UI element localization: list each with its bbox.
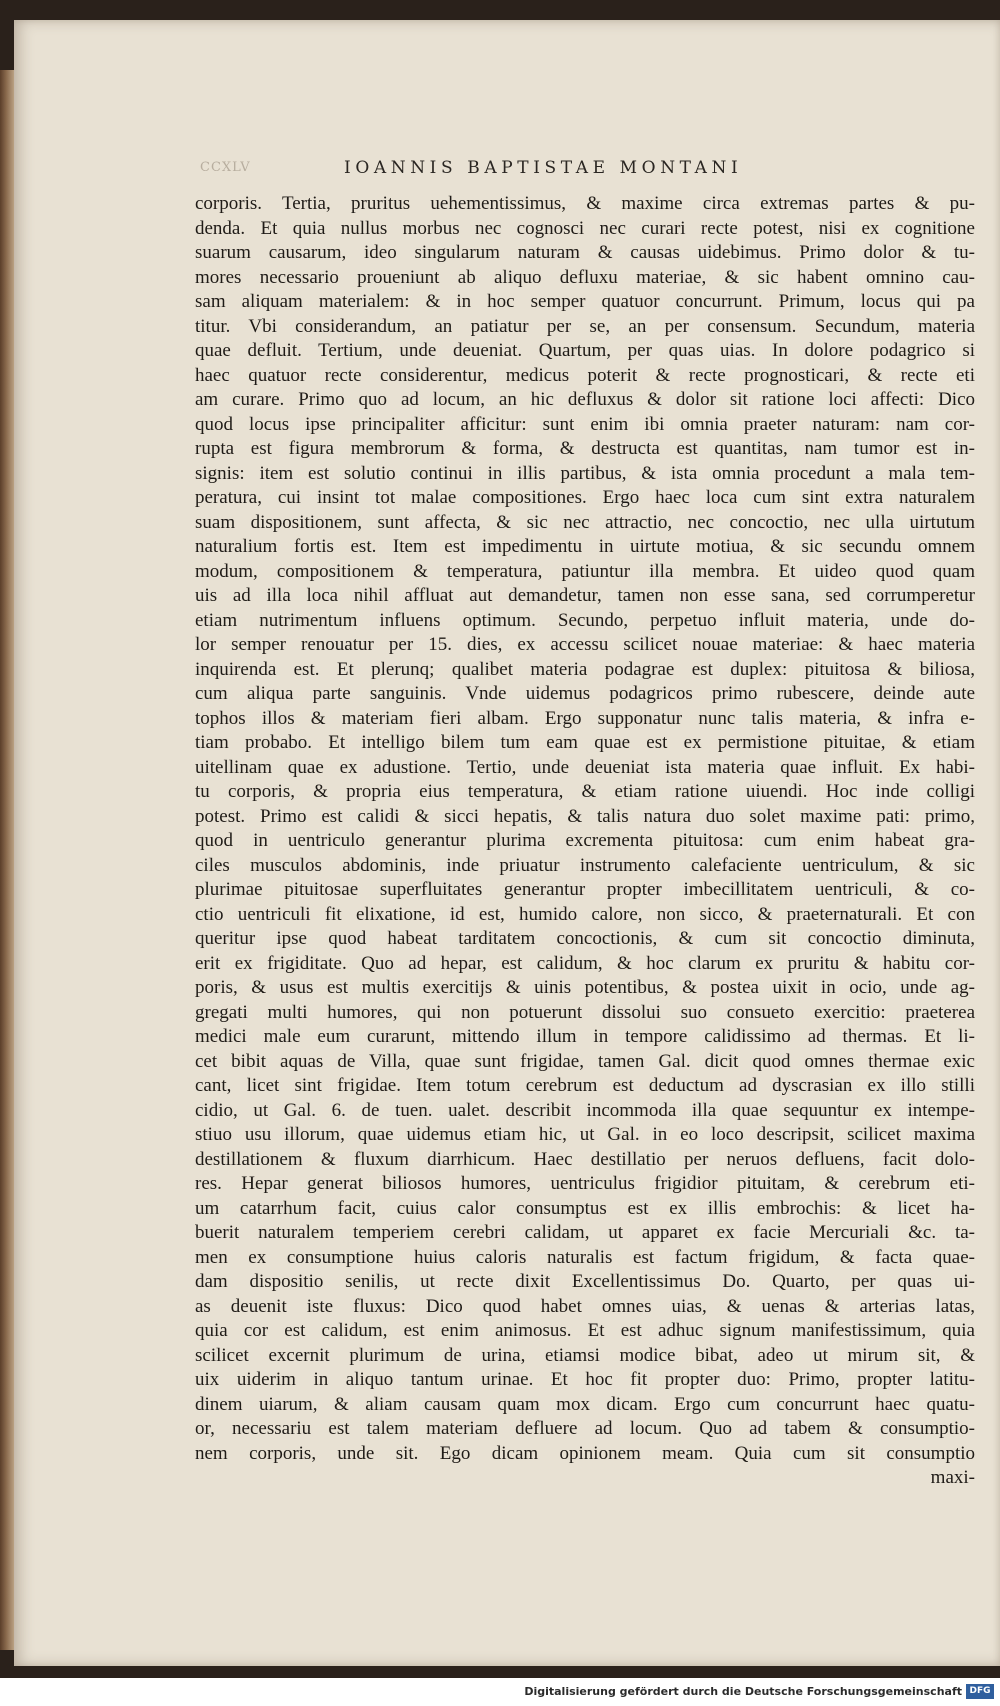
text-line: lor semper renouatur per 15. dies, ex accessu scilicet nouae materiae: & haec materia bbox=[195, 634, 975, 655]
text-line: nem corporis, unde sit. Ego dicam opinionem meam. Quia cum sit consumptio bbox=[195, 1442, 975, 1464]
text-line: peratura, cui insint tot malae compositiones. Ergo haec loca cum sint extra naturalem bbox=[195, 487, 975, 508]
running-head bbox=[14, 158, 1000, 184]
text-line: quia cor est calidum, est enim animosus. Et est adhuc signum manifestissimum, quia bbox=[195, 1320, 975, 1341]
text-line: inquirenda est. Et plerunq; qualibet materia podagrae est duplex: pituitosa & biliosa, bbox=[195, 658, 975, 680]
text-line: tophos illos & materiam fieri albam. Ergo supponatur nunc talis materia, & infra e- bbox=[195, 707, 975, 729]
text-line: quod in uentriculo generantur plurima excrementa pituitosa: cum enim habeat gra- bbox=[195, 830, 975, 851]
text-line: um catarrhum facit, cuius calor consumptus est ex illis embrochis: & licet ha- bbox=[195, 1197, 975, 1219]
text-line: mores necessario proueniunt ab aliquo defluxu materiae, & sic habent omnino cau- bbox=[195, 266, 975, 288]
body-text bbox=[195, 192, 975, 1491]
text-line: quod locus ipse principaliter afficitur: sunt enim ibi omnia praeter naturam: nam cor- bbox=[195, 413, 975, 435]
text-line: uitellinam quae ex adustione. Tertio, unde deueniat ista materia quae influit. Ex habi- bbox=[195, 756, 975, 778]
text-line: erit ex frigiditate. Quo ad hepar, est calidum, & hoc clarum ex pruritu & habitu cor- bbox=[195, 952, 975, 974]
text-line: stiuo usu illorum, quae uidemus etiam hic, ut Gal. in eo loco descripsit, scilicet maxima bbox=[195, 1124, 975, 1145]
text-line: cidio, ut Gal. 6. de tuen. ualet. describit incommoda illa quae sequuntur ex intempe- bbox=[195, 1099, 975, 1121]
text-line: uis ad illa loca nihil affluat aut demandetur, tamen non esse sana, sed corrumperetur bbox=[195, 585, 975, 606]
text-line: am curare. Primo quo ad locum, an hic defluxus & dolor sit ratione loci affecti: Dico bbox=[195, 389, 975, 410]
text-line: scilicet excernit plurimum de urina, etiamsi modice bibat, adeo ut mirum sit, & bbox=[195, 1344, 975, 1366]
text-line: signis: item est solutio continui in illis partibus, & ista omnia procedunt a mala tem- bbox=[195, 462, 975, 484]
text-line: men ex consumptione huius caloris naturalis est factum frigidum, & facta quae- bbox=[195, 1246, 975, 1268]
text-line: maxi- bbox=[930, 1467, 975, 1488]
text-line: ctio uentriculi fit elixatione, id est, humido calore, non sicco, & praeternaturali. Et con bbox=[195, 903, 975, 925]
text-line: rupta est figura membrorum & forma, & destructa est quantitas, nam tumor est in- bbox=[195, 438, 975, 459]
text-line: poris, & usus est multis exercitijs & uinis potentibus, & postea uixit in ocio, unde ag- bbox=[195, 977, 975, 998]
text-line: corporis. Tertia, pruritus uehementissimus, & maxime circa extremas partes & pu- bbox=[195, 193, 975, 214]
text-line: naturalium fortis est. Item est impedimentu in uirtute motiua, & sic secundu omnem bbox=[195, 536, 975, 557]
running-head-title: IOANNIS BAPTISTAE MONTANI bbox=[344, 158, 743, 178]
footer-bar bbox=[0, 1678, 1000, 1706]
text-line: quae defluit. Tertium, unde deueniat. Quartum, per quas uias. In dolore podagrico si bbox=[195, 340, 975, 361]
text-line: dam dispositio senilis, ut recte dixit Excellentissimus Do. Quarto, per quas ui- bbox=[195, 1271, 975, 1292]
footer-credit: Digitalisierung gefördert durch die Deutsche Forschungsgemeinschaft bbox=[524, 1685, 962, 1698]
text-line: titur. Vbi considerandum, an patiatur per se, an per consensum. Secundum, materia bbox=[195, 315, 975, 337]
text-line: etiam nutrimentum influens optimum. Secundo, perpetuo influit materia, unde do- bbox=[195, 609, 975, 631]
text-line: cum aliqua parte sanguinis. Vnde uidemus podagricos primo rubescere, deinde aute bbox=[195, 683, 975, 704]
book-page bbox=[14, 20, 1000, 1666]
text-line: uix uiderim in aliquo tantum urinae. Et hoc fit propter duo: Primo, propter latitu- bbox=[195, 1369, 975, 1390]
text-line: modum, compositionem & temperatura, patiuntur illa membra. Et uideo quod quam bbox=[195, 560, 975, 582]
dfg-logo: DFG bbox=[966, 1684, 994, 1699]
text-line: medici male eum curarunt, mittendo illum in tempore calidissimo ad thermas. Et li- bbox=[195, 1026, 975, 1047]
text-line: plurimae pituitosae superfluitates generantur propter imbecillitatem uentriculi, & co- bbox=[195, 879, 975, 900]
text-line: dinem uiarum, & aliam causam quam mox dicam. Ergo cum concurrunt haec quatu- bbox=[195, 1393, 975, 1415]
book-edge bbox=[0, 70, 14, 1650]
text-line: suam dispositionem, sunt affecta, & sic nec attractio, nec concoctio, nec ulla uirtutum bbox=[195, 511, 975, 533]
text-line: res. Hepar generat biliosos humores, uentriculus frigidior pituitam, & cerebrum eti- bbox=[195, 1173, 975, 1194]
text-line: as deuenit iste fluxus: Dico quod habet omnes uias, & uenas & arterias latas, bbox=[195, 1295, 975, 1317]
text-line: or, necessariu est talem materiam defluere ad locum. Quo ad tabem & consumptio- bbox=[195, 1418, 975, 1439]
text-line: gregati multi humores, qui non potuerunt dissolui suo consueto exercitio: praeterea bbox=[195, 1001, 975, 1023]
text-line: destillationem & fluxum diarrhicum. Haec destillatio per neruos defluens, facit dolo- bbox=[195, 1148, 975, 1170]
text-line: cet bibit aquas de Villa, quae sunt frigidae, tamen Gal. dicit quod omnes thermae exic bbox=[195, 1050, 975, 1072]
text-line: suarum causarum, ideo singularum naturam & causas uidebimus. Primo dolor & tu- bbox=[195, 242, 975, 263]
text-line: denda. Et quia nullus morbus nec cognosci nec curari recte potest, nisi ex cognitione bbox=[195, 217, 975, 239]
text-line: ciles musculos abdominis, inde priuatur instrumento calefaciente uentriculum, & sic bbox=[195, 854, 975, 876]
text-line: queritur ipse quod habeat tarditatem concoctionis, & cum sit concoctio diminuta, bbox=[195, 928, 975, 949]
text-line: sam aliquam materialem: & in hoc semper quatuor concurrunt. Primum, locus qui pa bbox=[195, 291, 975, 312]
text-line: potest. Primo est calidi & sicci hepatis, & talis natura duo solet maxime pati: primo, bbox=[195, 805, 975, 827]
text-line: tiam probabo. Et intelligo bilem tum eam quae est ex permistione pituitae, & etiam bbox=[195, 732, 975, 753]
text-line: haec quatuor recte considerentur, medicus poterit & recte prognosticari, & recte eti bbox=[195, 364, 975, 386]
text-line: tu corporis, & propria eius temperatura, & etiam ratione uiuendi. Hoc inde colligi bbox=[195, 781, 975, 802]
folio-number: CCXLV bbox=[200, 160, 251, 175]
text-line: buerit naturalem temperiem cerebri calidam, ut apparet ex facie Mercuriali &c. ta- bbox=[195, 1222, 975, 1243]
text-line: cant, licet sint frigidae. Item totum cerebrum est deductum ad dyscrasian ex illo stilli bbox=[195, 1075, 975, 1096]
